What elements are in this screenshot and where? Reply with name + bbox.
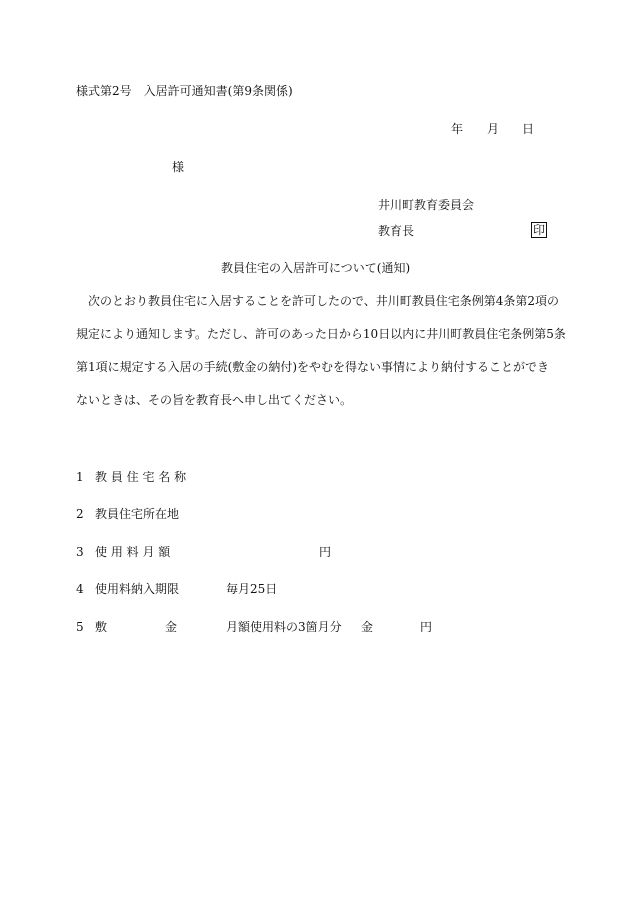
form-header: 様式第2号 入居許可通知書(第9条関係)	[76, 84, 293, 98]
body-line: 次のとおり教員住宅に入居することを許可したので、井川町教員住宅条例第4条第2項の	[76, 294, 560, 308]
body-line: 第1項に規定する入居の手続(敷金の納付)をやむを得ない事情により納付することができ	[76, 360, 550, 374]
item-5-value: 月額使用料の3箇月分	[226, 620, 342, 634]
item-5-number: 5	[76, 620, 84, 634]
item-3-number: 3	[76, 545, 84, 559]
date-day-label: 日	[522, 122, 535, 136]
item-3-unit: 円	[319, 545, 332, 559]
body-line: 規定により通知します。ただし、許可のあった日から10日以内に井川町教員住宅条例第5条	[76, 327, 566, 341]
item-1-label: 教 員 住 宅 名 称	[95, 470, 187, 484]
item-2-label: 教員住宅所在地	[95, 507, 180, 521]
item-1-number: 1	[76, 470, 84, 484]
body-paragraph	[76, 294, 566, 427]
item-4-label: 使用料納入期限	[95, 582, 180, 596]
addressee-honorific: 様	[172, 160, 185, 174]
item-5-unit: 円	[420, 620, 433, 634]
seal-mark	[531, 222, 547, 238]
item-2-number: 2	[76, 507, 84, 521]
item-5-label-b: 金	[165, 620, 178, 634]
item-5-label-a: 敷	[95, 620, 108, 634]
body-line: ないときは、その旨を教育長へ申し出てください。	[76, 393, 353, 407]
item-5-value-prefix: 金	[361, 620, 374, 634]
issuer-title: 教育長	[378, 224, 415, 238]
item-4-value: 毎月25日	[226, 582, 278, 596]
item-4-number: 4	[76, 582, 84, 596]
date-year-label: 年	[451, 122, 464, 136]
date-month-label: 月	[487, 122, 500, 136]
issuer-organization: 井川町教育委員会	[378, 198, 475, 212]
item-3-label: 使 用 料 月 額	[95, 545, 171, 559]
subject-title: 教員住宅の入居許可について(通知)	[221, 261, 411, 275]
seal-label: 印	[533, 223, 546, 237]
